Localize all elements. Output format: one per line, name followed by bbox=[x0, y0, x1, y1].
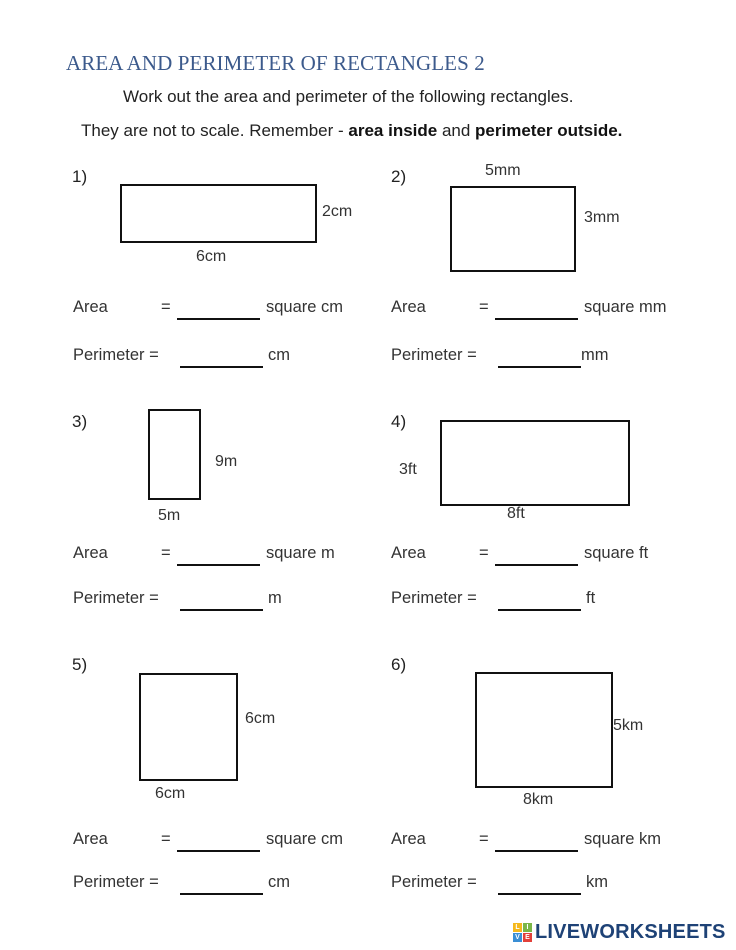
area-answer-line[interactable] bbox=[495, 850, 578, 852]
height-label: 9m bbox=[215, 453, 238, 470]
worksheet-title: AREA AND PERIMETER OF RECTANGLES 2 bbox=[66, 51, 485, 75]
logo-block-v: V bbox=[513, 933, 522, 942]
perimeter-answer-line[interactable] bbox=[180, 893, 263, 895]
height-label: 5km bbox=[613, 717, 644, 734]
perimeter-label: Perimeter = bbox=[73, 589, 159, 607]
rectangle-shape bbox=[139, 673, 238, 781]
equals-sign: = bbox=[161, 298, 171, 316]
instruction-line-2 bbox=[81, 121, 622, 141]
perimeter-unit: m bbox=[268, 589, 282, 607]
rectangle-shape bbox=[475, 672, 613, 788]
problem-number: 6) bbox=[391, 655, 407, 674]
area-unit: square mm bbox=[584, 298, 667, 316]
instruction-line-1: Work out the area and perimeter of the following rectangles. bbox=[123, 87, 574, 106]
instruction-perimeter-outside: perimeter outside. bbox=[475, 121, 623, 140]
perimeter-unit: mm bbox=[581, 346, 609, 364]
problem-number: 5) bbox=[72, 655, 88, 674]
equals-sign: = bbox=[479, 830, 489, 848]
width-label: 6cm bbox=[196, 248, 227, 265]
problem-number: 2) bbox=[391, 167, 407, 186]
perimeter-label: Perimeter = bbox=[73, 873, 159, 891]
logo-block-e: E bbox=[523, 933, 532, 942]
equals-sign: = bbox=[161, 830, 171, 848]
area-label: Area bbox=[73, 544, 108, 562]
problem-number: 3) bbox=[72, 412, 88, 431]
height-label: 6cm bbox=[245, 710, 276, 727]
instruction-and: and bbox=[437, 121, 476, 140]
rectangle-shape bbox=[450, 186, 576, 272]
perimeter-unit: cm bbox=[268, 873, 290, 891]
rectangle-shape bbox=[120, 184, 317, 243]
perimeter-label: Perimeter = bbox=[391, 346, 477, 364]
area-answer-line[interactable] bbox=[495, 564, 578, 566]
area-unit: square m bbox=[266, 544, 335, 562]
height-label: 3mm bbox=[584, 209, 620, 226]
area-label: Area bbox=[73, 298, 108, 316]
perimeter-answer-line[interactable] bbox=[498, 609, 581, 611]
perimeter-answer-line[interactable] bbox=[498, 893, 581, 895]
area-answer-line[interactable] bbox=[495, 318, 578, 320]
area-label: Area bbox=[391, 830, 426, 848]
area-unit: square cm bbox=[266, 830, 344, 848]
area-label: Area bbox=[391, 298, 426, 316]
width-label: 5mm bbox=[485, 162, 521, 179]
width-label: 5m bbox=[158, 507, 181, 524]
logo-block-l: L bbox=[513, 923, 522, 932]
area-label: Area bbox=[391, 544, 426, 562]
rectangle-shape bbox=[148, 409, 201, 500]
area-unit: square km bbox=[584, 830, 662, 848]
liveworksheets-logo bbox=[513, 921, 726, 944]
area-unit: square ft bbox=[584, 544, 649, 562]
area-answer-line[interactable] bbox=[177, 318, 260, 320]
rectangle-shape bbox=[440, 420, 630, 506]
width-label: 8ft bbox=[507, 505, 525, 522]
perimeter-answer-line[interactable] bbox=[180, 609, 263, 611]
perimeter-label: Perimeter = bbox=[391, 589, 477, 607]
equals-sign: = bbox=[479, 298, 489, 316]
logo-block-i: I bbox=[523, 923, 532, 932]
area-label: Area bbox=[73, 830, 108, 848]
equals-sign: = bbox=[161, 544, 171, 562]
area-unit: square cm bbox=[266, 298, 344, 316]
perimeter-label: Perimeter = bbox=[391, 873, 477, 891]
problem-number: 4) bbox=[391, 412, 407, 431]
height-label: 3ft bbox=[399, 461, 417, 478]
perimeter-label: Perimeter = bbox=[73, 346, 159, 364]
equals-sign: = bbox=[479, 544, 489, 562]
perimeter-unit: ft bbox=[586, 589, 596, 607]
instruction-prefix: They are not to scale. Remember - bbox=[81, 121, 349, 140]
width-label: 6cm bbox=[155, 785, 186, 802]
problem-number: 1) bbox=[72, 167, 88, 186]
perimeter-answer-line[interactable] bbox=[180, 366, 263, 368]
logo-text: LIVEWORKSHEETS bbox=[535, 921, 726, 943]
area-answer-line[interactable] bbox=[177, 850, 260, 852]
area-answer-line[interactable] bbox=[177, 564, 260, 566]
perimeter-unit: km bbox=[586, 873, 608, 891]
perimeter-answer-line[interactable] bbox=[498, 366, 581, 368]
instruction-area-inside: area inside bbox=[348, 121, 438, 140]
width-label: 8km bbox=[523, 791, 554, 808]
height-label: 2cm bbox=[322, 203, 353, 220]
perimeter-unit: cm bbox=[268, 346, 290, 364]
live-blocks-icon bbox=[513, 923, 532, 942]
